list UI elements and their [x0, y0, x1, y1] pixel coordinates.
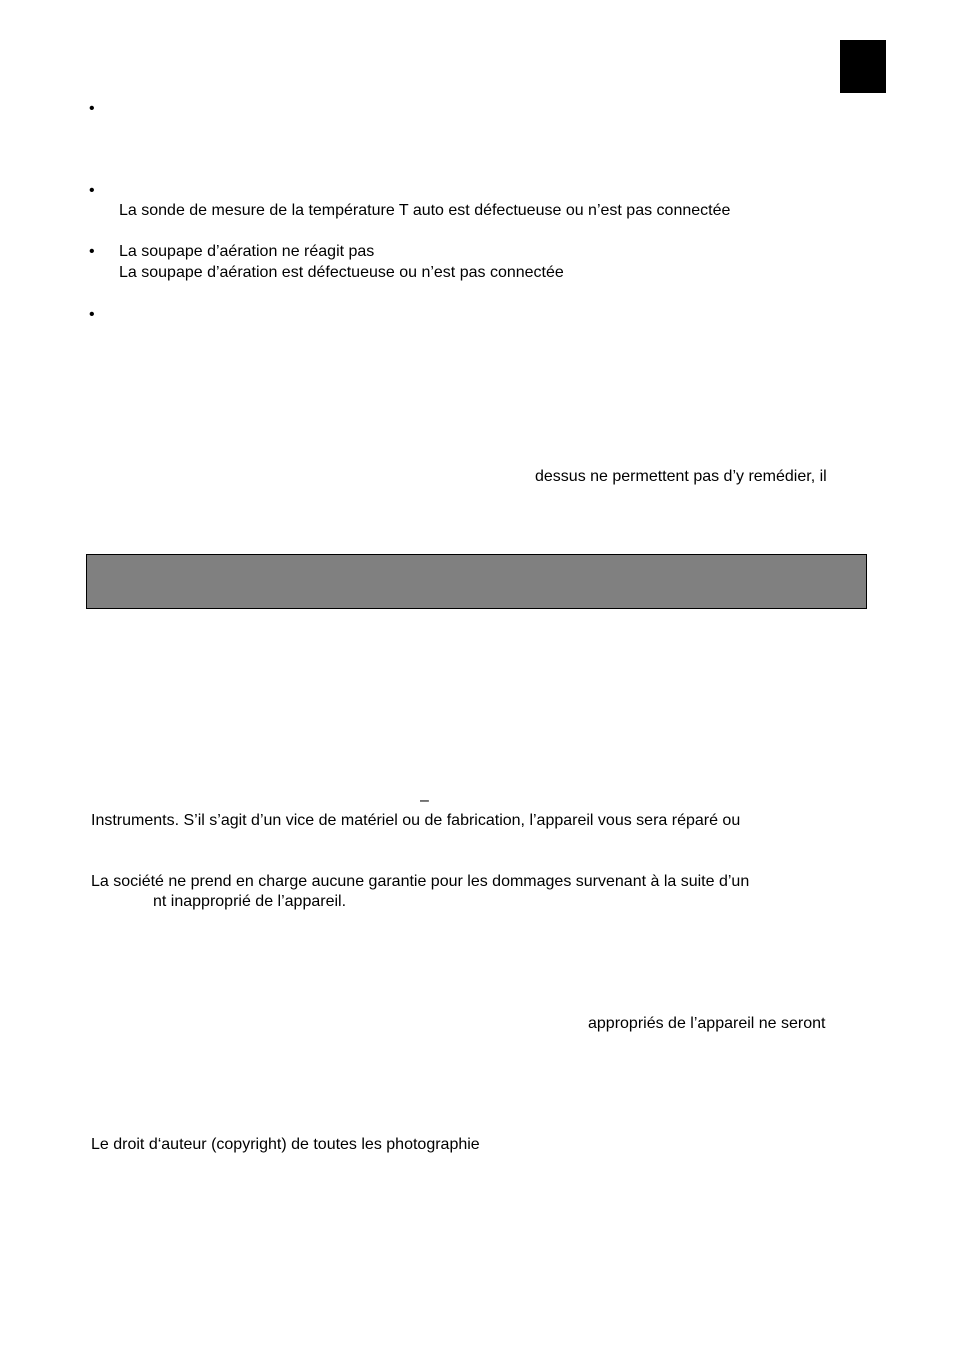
section-heading-bar	[86, 554, 867, 609]
warranty-instruments-line: Instruments. S’il s’agit d’un vice de matériel ou de fabrication, l’appareil vous sera réparé ou	[91, 812, 741, 829]
copyright-line: Le droit d‘auteur (copyright) de toutes les photographie	[91, 1136, 480, 1153]
bullet-dot: •	[89, 243, 95, 260]
bullet-dot: •	[89, 182, 95, 199]
bullet-3-line-2: La soupape d’aération est défectueuse ou n’est pas connectée	[119, 264, 564, 281]
troubleshoot-tail-text: dessus ne permettent pas d’y remédier, il	[535, 468, 827, 485]
bullet-dot: •	[89, 306, 95, 323]
bullet-3-line-1: La soupape d’aération ne réagit pas	[119, 243, 375, 260]
bullet-dot: •	[89, 100, 95, 117]
language-tab-marker	[840, 40, 886, 93]
warranty-inapproprie-line: nt inapproprié de l’appareil.	[153, 893, 347, 910]
warranty-societe-line: La société ne prend en charge aucune garantie pour les dommages survenant à la suite d’un	[91, 873, 750, 890]
bullet-2-line-2: La sonde de mesure de la température T auto est défectueuse ou n’est pas connectée	[119, 202, 731, 219]
warranty-dash: –	[420, 792, 429, 809]
warranty-appropries-line: appropriés de l’appareil ne seront	[588, 1015, 826, 1032]
